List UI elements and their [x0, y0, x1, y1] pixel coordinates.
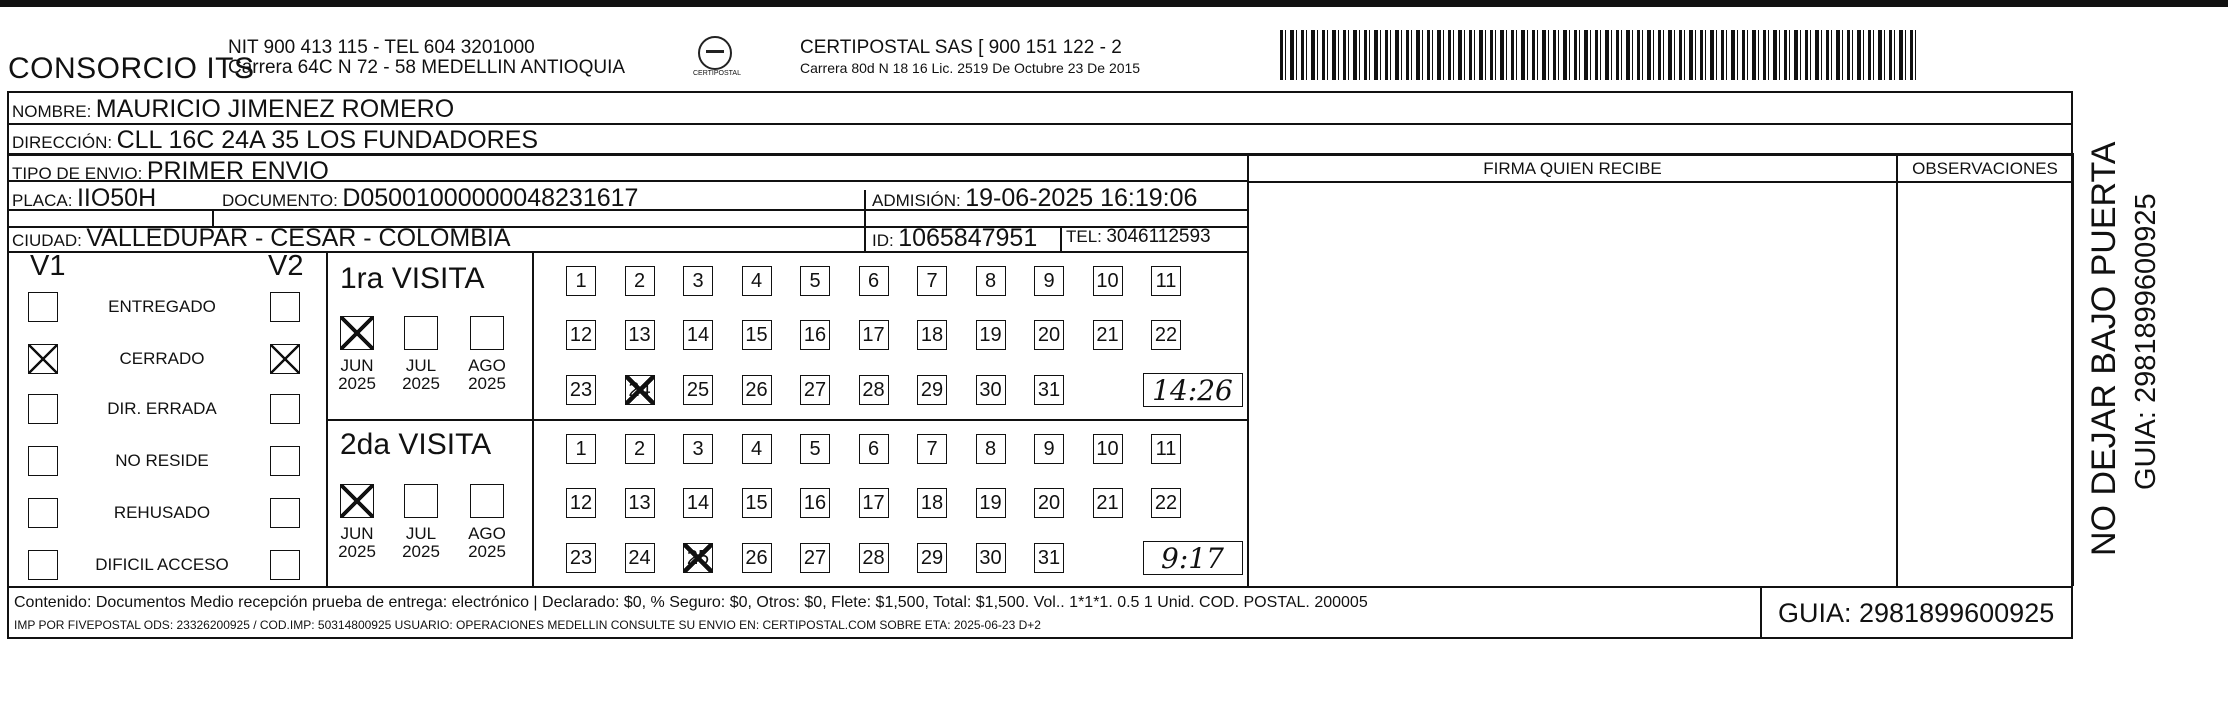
month-label	[334, 357, 380, 393]
day-box-26[interactable]: 26	[742, 375, 772, 405]
direccion-row	[12, 126, 538, 155]
v2-checkbox[interactable]	[270, 498, 300, 528]
day-box-25[interactable]: 25	[683, 543, 713, 573]
month-label	[464, 357, 510, 393]
row-divider	[1247, 181, 2073, 183]
day-box-16[interactable]: 16	[800, 488, 830, 518]
day-box-27[interactable]: 27	[800, 375, 830, 405]
v2-checkbox[interactable]	[270, 344, 300, 374]
v1-header: V1	[30, 250, 66, 282]
day-box-13[interactable]: 13	[625, 320, 655, 350]
id-row	[872, 224, 1037, 253]
day-box-20[interactable]: 20	[1034, 320, 1064, 350]
direccion-value: CLL 16C 24A 35 LOS FUNDADORES	[116, 126, 539, 154]
placa-label: PLACA:	[12, 191, 73, 210]
day-box-5[interactable]: 5	[800, 266, 830, 296]
status-label: DIFICIL ACCESO	[95, 555, 229, 574]
day-box-22[interactable]: 22	[1151, 488, 1181, 518]
v1-checkbox[interactable]	[28, 446, 58, 476]
id-value: 1065847951	[898, 224, 1038, 252]
month-year: 2025	[468, 374, 506, 393]
v2-checkbox[interactable]	[270, 446, 300, 476]
day-box-16[interactable]: 16	[800, 320, 830, 350]
v2-checkbox[interactable]	[270, 550, 300, 580]
tipo-envio-value: PRIMER ENVIO	[146, 157, 329, 185]
side-warning: NO DEJAR BAJO PUERTA	[2085, 141, 2123, 556]
day-box-21[interactable]: 21	[1093, 488, 1123, 518]
nombre-row	[12, 95, 454, 124]
admision-label: ADMISIÓN:	[872, 191, 961, 210]
day-box-1[interactable]: 1	[566, 434, 596, 464]
column-divider	[864, 190, 866, 226]
month-checkbox[interactable]	[404, 484, 438, 518]
day-box-18[interactable]: 18	[917, 488, 947, 518]
month-name: JUN	[340, 356, 374, 375]
carrier-address: Carrera 80d N 18 16 Lic. 2519 De Octubre 23 De 2015	[800, 60, 1141, 76]
day-box-23[interactable]: 23	[566, 375, 596, 405]
ciudad-label: CIUDAD:	[12, 231, 82, 250]
day-box-14[interactable]: 14	[683, 320, 713, 350]
footer-contents: Contenido: Documentos Medio recepción prueba de entrega: electrónico | Declarado: $0, % Seguro: $0, Otros: $0, Flete: $1,500, Total: $1,500. Vol.. 1*1*1. 0.5 1 Unid. COD. POSTAL. 200005	[14, 594, 1368, 611]
admision-value: 19-06-2025 16:19:06	[965, 184, 1198, 212]
day-box-9[interactable]: 9	[1034, 266, 1064, 296]
status-label: NO RESIDE	[115, 451, 209, 470]
seal-label: CERTIPOSTAL	[693, 70, 741, 77]
v2-checkbox[interactable]	[270, 394, 300, 424]
v1-checkbox[interactable]	[28, 394, 58, 424]
day-box-10[interactable]: 10	[1093, 266, 1123, 296]
day-box-1[interactable]: 1	[566, 266, 596, 296]
column-divider	[1896, 153, 1898, 586]
documento-label: DOCUMENTO:	[222, 191, 338, 210]
ciudad-value: VALLEDUPAR - CESAR - COLOMBIA	[86, 224, 511, 252]
company-name: CONSORCIO ITS	[8, 52, 255, 85]
month-label	[398, 525, 444, 561]
month-label	[464, 525, 510, 561]
day-box-10[interactable]: 10	[1093, 434, 1123, 464]
day-box-3[interactable]: 3	[683, 266, 713, 296]
status-label: REHUSADO	[113, 503, 211, 522]
day-box-11[interactable]: 11	[1151, 266, 1181, 296]
day-box-2[interactable]: 2	[625, 266, 655, 296]
day-box-2[interactable]: 2	[625, 434, 655, 464]
month-checkbox[interactable]	[340, 316, 374, 350]
visit-time: 14:26	[1143, 373, 1243, 407]
tel-label: TEL:	[1066, 227, 1102, 246]
certipostal-seal-icon	[698, 36, 732, 70]
day-box-26[interactable]: 26	[742, 543, 772, 573]
day-box-15[interactable]: 15	[742, 488, 772, 518]
day-box-27[interactable]: 27	[800, 543, 830, 573]
v2-header: V2	[268, 250, 304, 282]
day-box-17[interactable]: 17	[859, 488, 889, 518]
column-divider	[1760, 586, 1762, 639]
day-box-11[interactable]: 11	[1151, 434, 1181, 464]
day-box-6[interactable]: 6	[859, 266, 889, 296]
column-divider	[1247, 153, 1249, 586]
firma-header: FIRMA QUIEN RECIBE	[1483, 159, 1662, 178]
barcode	[1280, 30, 1920, 80]
documento-value: D05001000000048231617	[342, 184, 639, 212]
day-box-4[interactable]: 4	[742, 434, 772, 464]
day-box-21[interactable]: 21	[1093, 320, 1123, 350]
month-year: 2025	[402, 374, 440, 393]
v2-checkbox[interactable]	[270, 292, 300, 322]
month-label	[334, 525, 380, 561]
admision-row	[872, 184, 1197, 213]
day-box-19[interactable]: 19	[976, 488, 1006, 518]
month-checkbox[interactable]	[470, 316, 504, 350]
day-box-31[interactable]: 31	[1034, 543, 1064, 573]
month-checkbox[interactable]	[404, 316, 438, 350]
placa-row	[12, 184, 156, 213]
nombre-label: NOMBRE:	[12, 102, 92, 121]
direccion-label: DIRECCIÓN:	[12, 133, 113, 152]
day-box-18[interactable]: 18	[917, 320, 947, 350]
month-label	[398, 357, 444, 393]
visit1-title: 1ra VISITA	[340, 262, 485, 295]
column-divider	[864, 226, 866, 251]
column-divider	[2072, 153, 2074, 586]
status-label: ENTREGADO	[108, 297, 216, 316]
day-box-30[interactable]: 30	[976, 543, 1006, 573]
column-divider	[532, 251, 534, 586]
visit-time: 9:17	[1143, 541, 1243, 575]
day-box-15[interactable]: 15	[742, 320, 772, 350]
day-box-7[interactable]: 7	[917, 266, 947, 296]
documento-row	[222, 184, 638, 213]
company-address: Carrera 64C N 72 - 58 MEDELLIN ANTIOQUIA	[228, 57, 626, 78]
footer-guia: GUIA: 2981899600925	[1778, 598, 2055, 628]
day-box-7[interactable]: 7	[917, 434, 947, 464]
id-label: ID:	[872, 231, 894, 250]
carrier-name-nit: CERTIPOSTAL SAS [ 900 151 122 - 2	[800, 37, 1122, 58]
v1-checkbox[interactable]	[28, 344, 58, 374]
day-box-22[interactable]: 22	[1151, 320, 1181, 350]
day-box-24[interactable]: 24	[625, 543, 655, 573]
day-box-14[interactable]: 14	[683, 488, 713, 518]
day-box-8[interactable]: 8	[976, 266, 1006, 296]
day-box-9[interactable]: 9	[1034, 434, 1064, 464]
day-box-6[interactable]: 6	[859, 434, 889, 464]
day-box-5[interactable]: 5	[800, 434, 830, 464]
month-checkbox[interactable]	[470, 484, 504, 518]
month-checkbox[interactable]	[340, 484, 374, 518]
day-box-28[interactable]: 28	[859, 375, 889, 405]
visit2-title: 2da VISITA	[340, 428, 492, 461]
day-box-4[interactable]: 4	[742, 266, 772, 296]
nombre-value: MAURICIO JIMENEZ ROMERO	[95, 95, 455, 123]
side-guia: GUIA: 2981899600925	[2130, 193, 2162, 490]
ciudad-row	[12, 224, 511, 253]
footer-divider	[7, 586, 2073, 588]
top-edge-bar	[0, 0, 2228, 7]
day-box-31[interactable]: 31	[1034, 375, 1064, 405]
day-box-20[interactable]: 20	[1034, 488, 1064, 518]
day-box-25[interactable]: 25	[683, 375, 713, 405]
visit-divider	[326, 419, 1247, 421]
placa-value: IIO50H	[76, 184, 157, 212]
column-divider	[1060, 226, 1062, 251]
day-box-8[interactable]: 8	[976, 434, 1006, 464]
month-name: JUL	[405, 356, 437, 375]
day-box-24[interactable]: 24	[625, 375, 655, 405]
month-year: 2025	[338, 374, 376, 393]
day-box-29[interactable]: 29	[917, 543, 947, 573]
day-box-17[interactable]: 17	[859, 320, 889, 350]
tel-value: 3046112593	[1106, 226, 1211, 247]
month-name: JUL	[405, 524, 437, 543]
day-box-13[interactable]: 13	[625, 488, 655, 518]
month-year: 2025	[468, 542, 506, 561]
day-box-19[interactable]: 19	[976, 320, 1006, 350]
v1-checkbox[interactable]	[28, 550, 58, 580]
status-label: CERRADO	[119, 349, 205, 368]
carrier-info	[800, 38, 1140, 78]
day-box-30[interactable]: 30	[976, 375, 1006, 405]
company-nit-tel: NIT 900 413 115 - TEL 604 3201000	[228, 37, 535, 58]
month-year: 2025	[338, 542, 376, 561]
status-label: DIR. ERRADA	[107, 399, 217, 418]
day-box-23[interactable]: 23	[566, 543, 596, 573]
observaciones-header: OBSERVACIONES	[1912, 159, 2058, 178]
company-info	[228, 38, 625, 78]
month-name: JUN	[340, 524, 374, 543]
tipo-envio-label: TIPO DE ENVIO:	[12, 164, 143, 183]
month-name: AGO	[468, 356, 506, 375]
month-year: 2025	[402, 542, 440, 561]
day-box-28[interactable]: 28	[859, 543, 889, 573]
day-box-3[interactable]: 3	[683, 434, 713, 464]
v1-checkbox[interactable]	[28, 292, 58, 322]
month-name: AGO	[468, 524, 506, 543]
day-box-12[interactable]: 12	[566, 320, 596, 350]
tel-row	[1066, 226, 1211, 248]
column-divider	[326, 251, 328, 586]
tipo-envio-row	[12, 157, 329, 186]
footer-print-info: IMP POR FIVEPOSTAL ODS: 23326200925 / COD.IMP: 50314800925 USUARIO: OPERACIONES MEDELLIN CONSULTE SU ENVIO EN: CERTIPOSTAL.COM SOBRE ETA: 2025-06-23 D+2	[14, 618, 1041, 632]
day-box-12[interactable]: 12	[566, 488, 596, 518]
day-box-29[interactable]: 29	[917, 375, 947, 405]
v1-checkbox[interactable]	[28, 498, 58, 528]
